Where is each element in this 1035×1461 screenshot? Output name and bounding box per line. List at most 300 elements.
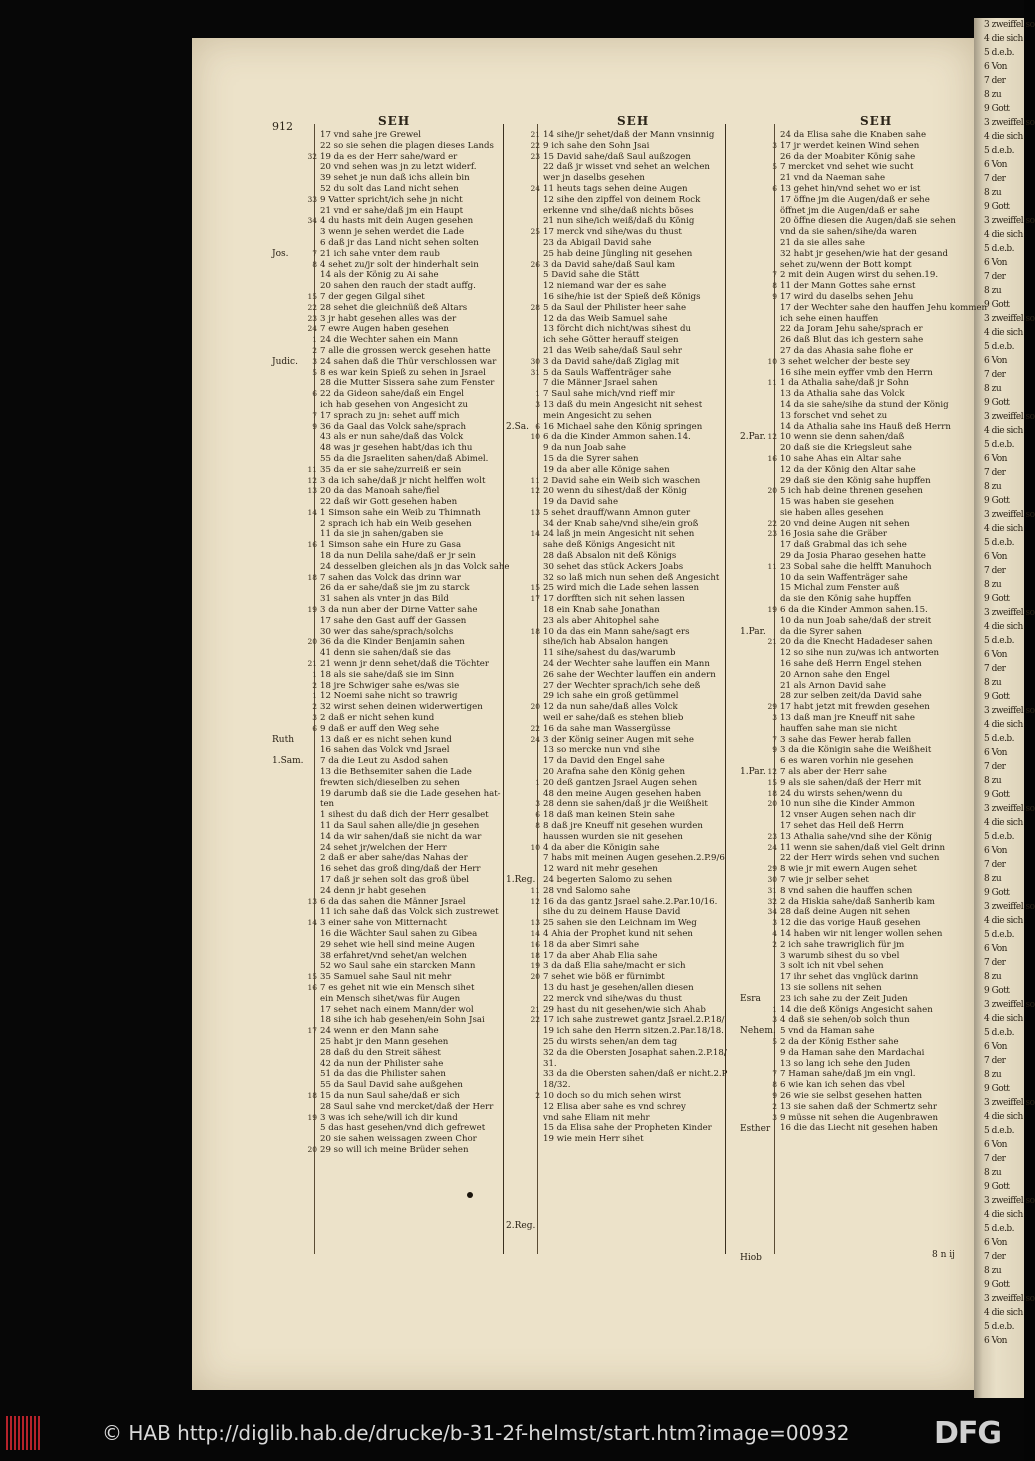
entry-text: 28 daß deine Augen nit sehen bbox=[780, 907, 911, 918]
edge-text-line: 5 d.e.b. bbox=[984, 244, 1015, 254]
edge-text-line: 5 d.e.b. bbox=[984, 48, 1015, 58]
edge-text-line: 3 zweiffel so bbox=[984, 20, 1035, 30]
entry-text: sie haben alles gesehen bbox=[780, 507, 884, 518]
entry-text: 7 es gehet nit wie ein Mensch sihet bbox=[320, 982, 475, 993]
entry-text: 17 dorfften sich nit sehen lassen bbox=[543, 594, 685, 605]
column-header-3: SEH bbox=[860, 114, 893, 128]
edge-text-line: 7 der bbox=[984, 468, 1006, 478]
entry-text: 10 da sein Waffenträger sahe bbox=[780, 572, 908, 583]
entry-text: 3 wenn je sehen werdet die Lade bbox=[320, 227, 465, 238]
chapter-number: 21 bbox=[530, 1004, 540, 1014]
entry-text: 3 einer sahe von Mitternacht bbox=[320, 918, 447, 929]
entry-text: 30 wer das sahe/sprach/solchs bbox=[320, 626, 454, 637]
chapter-number: 23 bbox=[767, 831, 777, 841]
entry-text: 21 nun sihe/ich weiß/daß du König bbox=[543, 216, 695, 227]
entry-text: 18 daß man keinen Stein sahe bbox=[543, 810, 675, 821]
chapter-number: 28 bbox=[530, 302, 540, 312]
entry-text: 26 da der Moabiter König sahe bbox=[780, 151, 916, 162]
chapter-number: 14 bbox=[307, 918, 317, 928]
entry-text: 38 erfahret/vnd sehet/an welchen bbox=[320, 950, 467, 961]
edge-text-line: 6 Von bbox=[984, 944, 1007, 954]
entry-text: 13 Athalia sahe/vnd sihe der König bbox=[780, 831, 932, 842]
entry-text: 2 daß er nicht sehen kund bbox=[320, 713, 435, 724]
entry-text: 6 da das sahen die Männer Jsrael bbox=[320, 896, 466, 907]
chapter-number: 19 bbox=[530, 961, 540, 971]
entry-text: 35 Samuel sahe Saul nit mehr bbox=[320, 972, 452, 983]
entry-text: 6 da die Kinder Ammon sahen.14. bbox=[543, 432, 691, 443]
edge-text-line: 4 die sich bbox=[984, 916, 1023, 926]
entry-text: 51 da das die Philister sahen bbox=[320, 1069, 446, 1080]
entry-text: 22 merck vnd sihe/was du thust bbox=[543, 993, 682, 1004]
edge-text-line: 7 der bbox=[984, 762, 1006, 772]
entry-text: 26 da er sahe/daß sie jm zu starck bbox=[320, 583, 470, 594]
book-label: 2.Reg. bbox=[506, 1220, 536, 1231]
entry-text: ich hab gesehen von Angesicht zu bbox=[320, 399, 469, 410]
entry-text: 18 ein Knab sahe Jonathan bbox=[543, 605, 660, 616]
chapter-number: 1 bbox=[535, 389, 540, 399]
entry-text: 20 da das Manoah sahe/fiel bbox=[320, 486, 440, 497]
entry-text: 2 mit dein Augen wirst du sehen.19. bbox=[780, 270, 939, 281]
edge-text-line: 4 die sich bbox=[984, 622, 1023, 632]
entry-text: 2 da der König Esther sahe bbox=[780, 1036, 899, 1047]
entry-text: 22 daß wir Gott gesehen haben bbox=[320, 497, 458, 508]
entry-text: 3 da David sahe/daß Saul kam bbox=[543, 259, 676, 270]
entry-text: mein Angesicht zu sehen bbox=[543, 410, 652, 421]
edge-text-line: 8 zu bbox=[984, 874, 1002, 884]
book-label: Nehem. bbox=[740, 1026, 776, 1037]
entry-text: 10 da nun Joab sahe/daß der streit bbox=[780, 615, 932, 626]
edge-text-line: 3 zweiffel so bbox=[984, 412, 1035, 422]
entry-text: 30 sehet das stück Ackers Joabs bbox=[543, 561, 684, 572]
book-label: 2.Par. bbox=[740, 432, 766, 443]
edge-text-line: 9 Gott bbox=[984, 1280, 1010, 1290]
chapter-number: 14 bbox=[530, 529, 540, 539]
entry-text: 21 ich sahe vnter dem raub bbox=[320, 248, 440, 259]
entry-text: 5 sehet drauff/wann Amnon guter bbox=[543, 507, 691, 518]
entry-text: 31. bbox=[543, 1058, 557, 1069]
entry-text: 3 da ich sahe/daß jr nicht helffen wolt bbox=[320, 475, 486, 486]
entry-text: 12 ward nit mehr gesehen bbox=[543, 864, 658, 875]
entry-text: 13 sie sollens nit sehen bbox=[780, 982, 882, 993]
chapter-number: 3 bbox=[772, 140, 777, 150]
book-page bbox=[192, 38, 988, 1390]
entry-text: 20 da die Knecht Hadadeser sahen bbox=[780, 637, 933, 648]
edge-text-line: 7 der bbox=[984, 1154, 1006, 1164]
entry-text: wer jn daselbs gesehen bbox=[543, 173, 645, 184]
edge-text-line: 8 zu bbox=[984, 776, 1002, 786]
entry-text: 24 sehet jr/welchen der Herr bbox=[320, 842, 447, 853]
chapter-number: 1 bbox=[312, 669, 317, 679]
entry-text: 13 so mercke nun vnd sihe bbox=[543, 745, 660, 756]
book-label: Esther bbox=[740, 1123, 771, 1134]
entry-text: 10 doch so du mich sehen wirst bbox=[543, 1090, 681, 1101]
entry-text: 16 sihe/hie ist der Spieß deß Königs bbox=[543, 291, 701, 302]
edge-text-line: 9 Gott bbox=[984, 202, 1010, 212]
chapter-number: 2 bbox=[772, 1101, 777, 1111]
entry-text: ein Mensch sihet/was für Augen bbox=[320, 993, 461, 1004]
chapter-number: 9 bbox=[772, 291, 777, 301]
chapter-number: 12 bbox=[530, 896, 540, 906]
column-header-2: SEH bbox=[617, 114, 650, 128]
entry-text: 14 die deß Königs Angesicht sahen bbox=[780, 1004, 933, 1015]
folio-number: 912 bbox=[272, 120, 293, 133]
entry-text: 14 da Athalia sahe ins Hauß deß Herrn bbox=[780, 421, 951, 432]
edge-text-line: 4 die sich bbox=[984, 720, 1023, 730]
edge-text-line: 7 der bbox=[984, 860, 1006, 870]
chapter-number: 11 bbox=[307, 464, 317, 474]
edge-text-line: 4 die sich bbox=[984, 1112, 1023, 1122]
chapter-number: 12 bbox=[530, 486, 540, 496]
chapter-number: 14 bbox=[530, 928, 540, 938]
entry-text: 9 ich sahe den Sohn Jsai bbox=[543, 140, 650, 151]
entry-text: 28 sehet die gleichnüß deß Altars bbox=[320, 302, 468, 313]
chapter-number: 6 bbox=[535, 421, 540, 431]
entry-text: 7 da die Leut zu Asdod sahen bbox=[320, 756, 449, 767]
entry-text: 3 jr habt gesehen alles was der bbox=[320, 313, 457, 324]
entry-text: 22 der Herr wirds sehen vnd suchen bbox=[780, 853, 940, 864]
entry-text: 28 zur selben zeit/da David sahe bbox=[780, 691, 922, 702]
entry-text: 3 der König seiner Augen mit sehe bbox=[543, 734, 695, 745]
chapter-number: 3 bbox=[772, 713, 777, 723]
edge-text-line: 5 d.e.b. bbox=[984, 930, 1015, 940]
edge-text-line: 3 zweiffel so bbox=[984, 804, 1035, 814]
entry-text: 27 da das Ahasia sahe flohe er bbox=[780, 345, 914, 356]
entry-text: 2 David sahe ein Weib sich waschen bbox=[543, 475, 701, 486]
entry-text: 24 laß jn mein Angesicht nit sehen bbox=[543, 529, 695, 540]
chapter-number: 1 bbox=[772, 1004, 777, 1014]
entry-text: 14 haben wir nit lenger wollen sehen bbox=[780, 928, 943, 939]
entry-text: 16 da das gantz Jsrael sahe.2.Par.10/16. bbox=[543, 896, 718, 907]
chapter-number: 32 bbox=[307, 151, 317, 161]
entry-text: 21 da sie alles sahe bbox=[780, 237, 866, 248]
chapter-number: 20 bbox=[307, 1144, 317, 1154]
chapter-number: 20 bbox=[307, 637, 317, 647]
entry-text: 36 da Gaal das Volck sahe/sprach bbox=[320, 421, 467, 432]
entry-text: 14 als der König zu Ai sahe bbox=[320, 270, 439, 281]
entry-text: 21 das Weib sahe/daß Saul sehr bbox=[543, 345, 682, 356]
entry-text: 6 da die Kinder Ammon sahen.15. bbox=[780, 605, 928, 616]
chapter-number: 3 bbox=[535, 399, 540, 409]
entry-text: 12 da das Weib Samuel sahe bbox=[543, 313, 668, 324]
entry-text: 20 sahen den rauch der stadt auffg. bbox=[320, 281, 476, 292]
entry-text: 23 als aber Ahitophel sahe bbox=[543, 615, 660, 626]
entry-text: sihe du zu deinem Hause David bbox=[543, 907, 681, 918]
entry-text: 20 Arnon sahe den Engel bbox=[780, 669, 890, 680]
entry-text: 16 die Wächter Saul sahen zu Gibea bbox=[320, 928, 478, 939]
entry-text: 1 sihest du daß dich der Herr gesalbet bbox=[320, 810, 489, 821]
edge-text-line: 3 zweiffel so bbox=[984, 1294, 1035, 1304]
entry-text: 13 du hast je gesehen/allen diesen bbox=[543, 982, 694, 993]
chapter-number: 23 bbox=[530, 151, 540, 161]
entry-text: 17 sehet nach einem Mann/der wol bbox=[320, 1004, 474, 1015]
chapter-number: 21 bbox=[530, 130, 540, 139]
chapter-number: 7 bbox=[772, 1069, 777, 1079]
entry-text: 19 wie mein Herr sihet bbox=[543, 1134, 644, 1145]
chapter-number: 3 bbox=[772, 918, 777, 928]
edge-text-line: 9 Gott bbox=[984, 496, 1010, 506]
entry-text: 7 alle die grossen werck gesehen hatte bbox=[320, 345, 491, 356]
entry-text: sihe/ich hab Absalon hangen bbox=[543, 637, 669, 648]
edge-text-line: 7 der bbox=[984, 174, 1006, 184]
edge-text-line: 5 d.e.b. bbox=[984, 146, 1015, 156]
chapter-number: 17 bbox=[307, 1026, 317, 1036]
edge-text-line: 5 d.e.b. bbox=[984, 734, 1015, 744]
entry-text: 2 daß er aber sahe/das Nahas der bbox=[320, 853, 468, 864]
chapter-number: 16 bbox=[530, 939, 540, 949]
entry-text: 11 heuts tags sehen deine Augen bbox=[543, 183, 688, 194]
edge-text-line: 3 zweiffel so bbox=[984, 902, 1035, 912]
entry-text: 16 sahe deß Herrn Engel stehen bbox=[780, 659, 922, 670]
entry-text: 28 daß Absalon nit deß Königs bbox=[543, 551, 677, 562]
chapter-number: 19 bbox=[307, 1112, 317, 1122]
edge-text-line: 4 die sich bbox=[984, 1308, 1023, 1318]
entry-text: 6 es waren vorhin nie gesehen bbox=[780, 756, 914, 767]
entry-text: 1 da Athalia sahe/daß jr Sohn bbox=[780, 378, 909, 389]
entry-text: 19 da aber alle Könige sahen bbox=[543, 464, 670, 475]
chapter-number: 2 bbox=[535, 1090, 540, 1100]
entry-text: 13 sie sahen daß der Schmertz sehr bbox=[780, 1101, 938, 1112]
chapter-number: 18 bbox=[530, 626, 540, 636]
chapter-number: 20 bbox=[530, 702, 540, 712]
edge-text-line: 9 Gott bbox=[984, 888, 1010, 898]
entry-text: 21 wenn jr denn sehet/daß die Töchter bbox=[320, 659, 490, 670]
chapter-number: 2 bbox=[312, 680, 317, 690]
edge-text-line: 9 Gott bbox=[984, 1182, 1010, 1192]
edge-text-line: 3 zweiffel so bbox=[984, 216, 1035, 226]
edge-text-line: 4 die sich bbox=[984, 524, 1023, 534]
chapter-number: 3 bbox=[312, 713, 317, 723]
chapter-number: 13 bbox=[530, 507, 540, 517]
entry-text: ten bbox=[320, 799, 335, 810]
entry-text: 15 David sahe/daß Saul außzogen bbox=[543, 151, 691, 162]
edge-text-line: 5 d.e.b. bbox=[984, 342, 1015, 352]
entry-text: 17 daß Grabmal das ich sehe bbox=[780, 540, 907, 551]
entry-text: 17 ihr sehet das vnglück darinn bbox=[780, 972, 919, 983]
entry-text: 32 habt jr gesehen/wie hat der gesand bbox=[780, 248, 948, 259]
entry-text: 15 Michal zum Fenster auß bbox=[780, 583, 900, 594]
entry-text: 26 sahe der Wechter lauffen ein andern bbox=[543, 669, 716, 680]
hab-logo-icon bbox=[6, 1416, 48, 1450]
entry-text: 13 die Bethsemiter sahen die Lade bbox=[320, 767, 472, 778]
entry-text: vnd sahe Eliam nit mehr bbox=[543, 1112, 650, 1123]
entry-text: 3 da David sahe/daß Ziglag mit bbox=[543, 356, 680, 367]
entry-text: 42 da nun der Philister sahe bbox=[320, 1058, 444, 1069]
entry-text: 18 jre Schwiger sahe es/was sie bbox=[320, 680, 460, 691]
entry-text: 12 Elisa aber sahe es vnd schrey bbox=[543, 1101, 686, 1112]
chapter-number: 29 bbox=[767, 864, 777, 874]
chapter-number: 26 bbox=[530, 259, 540, 269]
entry-text: 24 desselben gleichen als jn das Volck sahe bbox=[320, 561, 510, 572]
entry-text: 29 da Josia Pharao gesehen hatte bbox=[780, 551, 926, 562]
entry-text: 5 da Sauls Waffenträger sahe bbox=[543, 367, 672, 378]
chapter-number: 15 bbox=[307, 291, 317, 301]
entry-text: 16 Josia sahe die Gräber bbox=[780, 529, 888, 540]
column-header-1: SEH bbox=[378, 114, 411, 128]
entry-text: ich sehe einen hauffen bbox=[780, 313, 879, 324]
entry-text: 8 daß jre Kneuff nit gesehen wurden bbox=[543, 821, 703, 831]
entry-text: 3 sahe das Fewer herab fallen bbox=[780, 734, 912, 745]
entry-text: 6 wie kan ich sehen das vbel bbox=[780, 1080, 905, 1091]
entry-text: 18 sihe ich hab gesehen/ein Sohn Jsai bbox=[320, 1015, 485, 1026]
entry-text: 22 da Joram Jehu sahe/sprach er bbox=[780, 324, 923, 335]
chapter-number: 5 bbox=[312, 367, 317, 377]
entry-text: 34 der Knab sahe/vnd sihe/ein groß bbox=[543, 518, 699, 529]
chapter-number: 11 bbox=[530, 885, 540, 895]
edge-text-line: 4 die sich bbox=[984, 132, 1023, 142]
chapter-number: 6 bbox=[772, 183, 777, 193]
entry-text: 12 die das vorige Hauß gesehen bbox=[780, 918, 921, 929]
entry-text: 20 vnd sehen was jn zu letzt widerf. bbox=[320, 162, 477, 173]
copyright-url[interactable]: © HAB http://diglib.hab.de/drucke/b-31-2f-helmst/start.htm?image=00932 bbox=[102, 1421, 850, 1445]
entry-text: 21 als Arnon David sahe bbox=[780, 680, 886, 691]
entry-text: 24 da Elisa sahe die Knaben sahe bbox=[780, 130, 927, 140]
edge-text-line: 8 zu bbox=[984, 482, 1002, 492]
entry-text: 7 als aber der Herr sahe bbox=[780, 767, 887, 778]
entry-text: 19 da David sahe bbox=[543, 497, 619, 508]
edge-text-line: 3 zweiffel so bbox=[984, 1098, 1035, 1108]
chapter-number: 12 bbox=[307, 475, 317, 485]
chapter-number: 12 bbox=[767, 767, 777, 777]
chapter-number: 6 bbox=[312, 723, 317, 733]
edge-text-line: 3 zweiffel so bbox=[984, 510, 1035, 520]
entry-text: 9 da Haman sahe den Mardachai bbox=[780, 1047, 925, 1058]
entry-text: 17 öffne jm die Augen/daß er sehe bbox=[780, 194, 930, 205]
chapter-number: 34 bbox=[307, 216, 317, 226]
entry-text: 11 sihe/sahest du das/warumb bbox=[543, 648, 676, 659]
chapter-number: 15 bbox=[307, 972, 317, 982]
entry-text: 17 habt jetzt mit frewden gesehen bbox=[780, 702, 930, 713]
edge-text-line: 9 Gott bbox=[984, 986, 1010, 996]
chapter-number: 16 bbox=[767, 453, 777, 463]
edge-text-line: 6 Von bbox=[984, 1238, 1007, 1248]
chapter-number: 13 bbox=[307, 896, 317, 906]
chapter-number: 9 bbox=[772, 1090, 777, 1100]
entry-text: 5 vnd da Haman sahe bbox=[780, 1026, 875, 1037]
entry-text: 25 habt jr den Mann gesehen bbox=[320, 1036, 449, 1047]
entry-text: da die Syrer sahen bbox=[780, 626, 862, 637]
entry-text: 11 ich sahe daß das Volck sich zustrewet bbox=[320, 907, 499, 918]
entry-text: 11 da sie jn sahen/gaben sie bbox=[320, 529, 444, 540]
edge-text-line: 6 Von bbox=[984, 1042, 1007, 1052]
entry-text: 17 da David den Engel sahe bbox=[543, 756, 665, 767]
entry-text: 9 als sie sahen/daß der Herr mit bbox=[780, 777, 922, 788]
entry-text: 7 Haman sahe/daß jm ein vngl. bbox=[780, 1069, 916, 1080]
chapter-number: 10 bbox=[767, 356, 777, 366]
chapter-number: 21 bbox=[767, 637, 777, 647]
entry-text: 7 ewre Augen haben gesehen bbox=[320, 324, 449, 335]
chapter-number: 34 bbox=[767, 907, 777, 917]
entry-text: 1 Simson sahe ein Hure zu Gasa bbox=[320, 540, 462, 551]
entry-text: frewten sich/dieselben zu sehen bbox=[320, 777, 460, 788]
entry-text: 10 nun sihe die Kinder Ammon bbox=[780, 799, 915, 810]
chapter-number: 8 bbox=[535, 821, 540, 830]
entry-text: 22 so sie sehen die plagen dieses Lands bbox=[320, 140, 494, 151]
entry-text: 17 daß jr sehen solt das groß übel bbox=[320, 874, 470, 885]
column-rule-3 bbox=[537, 124, 538, 1254]
entry-text: weil er sahe/daß es stehen blieb bbox=[543, 713, 684, 724]
entry-text: 17 da aber Ahab Elia sahe bbox=[543, 950, 658, 961]
entry-text: 3 da die Königin sahe die Weißheit bbox=[780, 745, 932, 756]
entry-text: 13 gehet hin/vnd sehet wo er ist bbox=[780, 183, 921, 194]
edge-text-line: 5 d.e.b. bbox=[984, 1028, 1015, 1038]
entry-text: 25 wird mich die Lade sehen lassen bbox=[543, 583, 700, 594]
entry-text: 20 Arafna sahe den König gehen bbox=[543, 767, 686, 778]
entry-text: 3 sehet welcher der beste sey bbox=[780, 356, 911, 367]
edge-text-line: 6 Von bbox=[984, 356, 1007, 366]
entry-text: 7 habs mit meinen Augen gesehen.2.P.9/6 bbox=[543, 853, 725, 864]
chapter-number: 1 bbox=[312, 335, 317, 345]
chapter-number: 9 bbox=[312, 421, 317, 431]
chapter-number: 11 bbox=[530, 475, 540, 485]
chapter-number: 19 bbox=[767, 605, 777, 615]
chapter-number: 16 bbox=[307, 540, 317, 550]
entry-text: 17 sehet das Heil deß Herrn bbox=[780, 821, 904, 831]
entry-text: sehet zu/wenn der Bott kompt bbox=[780, 259, 912, 270]
entry-text: 3 warumb sihest du so vbel bbox=[780, 950, 900, 961]
edge-text-line: 5 d.e.b. bbox=[984, 1322, 1015, 1332]
chapter-number: 33 bbox=[307, 194, 317, 204]
entry-text: 24 begerten Salomo zu sehen bbox=[543, 874, 673, 885]
entry-text: 9 Vatter spricht/ich sehe jn nicht bbox=[320, 194, 463, 205]
entry-text: 4 Ahia der Prophet kund nit sehen bbox=[543, 928, 693, 939]
chapter-number: 20 bbox=[767, 486, 777, 496]
entry-text: 5 da Saul der Philister heer sahe bbox=[543, 302, 687, 313]
entry-text: 15 da die Syrer sahen bbox=[543, 453, 639, 464]
chapter-number: 2 bbox=[312, 702, 317, 712]
chapter-number: 12 bbox=[767, 432, 777, 442]
entry-text: 21 vnd da Naeman sahe bbox=[780, 173, 886, 184]
edge-text-line: 4 die sich bbox=[984, 426, 1023, 436]
entry-text: 19 ich sahe den Herrn sitzen.2.Par.18/18. bbox=[543, 1026, 724, 1037]
edge-text-line: 5 d.e.b. bbox=[984, 832, 1015, 842]
entry-text: 20 vnd deine Augen nit sehen bbox=[780, 518, 910, 529]
page-mark bbox=[467, 1192, 473, 1198]
entry-text: 29 daß sie den König sahe hupffen bbox=[780, 475, 931, 486]
entry-text: 17 merck vnd sihe/was du thust bbox=[543, 227, 682, 238]
chapter-number: 22 bbox=[530, 723, 540, 733]
chapter-number: 3 bbox=[772, 1112, 777, 1122]
chapter-number: 24 bbox=[530, 734, 540, 744]
entry-text: 29 so will ich meine Brüder sehen bbox=[320, 1144, 469, 1155]
edge-text-line: 3 zweiffel so bbox=[984, 1000, 1035, 1010]
entry-text: 52 wo Saul sahe ein starcken Mann bbox=[320, 961, 476, 972]
edge-text-line: 6 Von bbox=[984, 650, 1007, 660]
entry-text: 26 daß Blut das ich gestern sahe bbox=[780, 335, 924, 346]
book-label: 1.Par. bbox=[740, 626, 766, 637]
catchword: 8 n ij bbox=[932, 1250, 955, 1260]
edge-text-line: 8 zu bbox=[984, 384, 1002, 394]
entry-text: 13 forschet vnd sehet zu bbox=[780, 410, 888, 421]
entry-text: 7 Saul sahe mich/vnd rieff mir bbox=[543, 389, 675, 400]
edge-text-line: 8 zu bbox=[984, 1168, 1002, 1178]
edge-text-line: 7 der bbox=[984, 958, 1006, 968]
chapter-number: 18 bbox=[530, 950, 540, 960]
chapter-number: 17 bbox=[530, 594, 540, 604]
edge-text-line: 3 zweiffel so bbox=[984, 706, 1035, 716]
chapter-number: 16 bbox=[307, 982, 317, 992]
chapter-number: 24 bbox=[767, 842, 777, 852]
entry-text: 8 vnd sahen die hauffen schen bbox=[780, 885, 913, 896]
entry-text: 41 denn sie sahen/daß sie das bbox=[320, 648, 451, 659]
chapter-number: 18 bbox=[307, 1090, 317, 1100]
book-label: 1.Sam. bbox=[272, 756, 304, 767]
entry-text: 20 öffne diesen die Augen/daß sie sehen bbox=[780, 216, 956, 227]
edge-text-line: 8 zu bbox=[984, 580, 1002, 590]
entry-text: 7 sehet wie böß er fürnimbt bbox=[543, 972, 665, 983]
chapter-number: 24 bbox=[530, 183, 540, 193]
entry-text: 29 hast du nit gesehen/wie sich Ahab bbox=[543, 1004, 706, 1015]
entry-text: 32 so laß mich nun sehen deß Angesicht bbox=[543, 572, 720, 583]
